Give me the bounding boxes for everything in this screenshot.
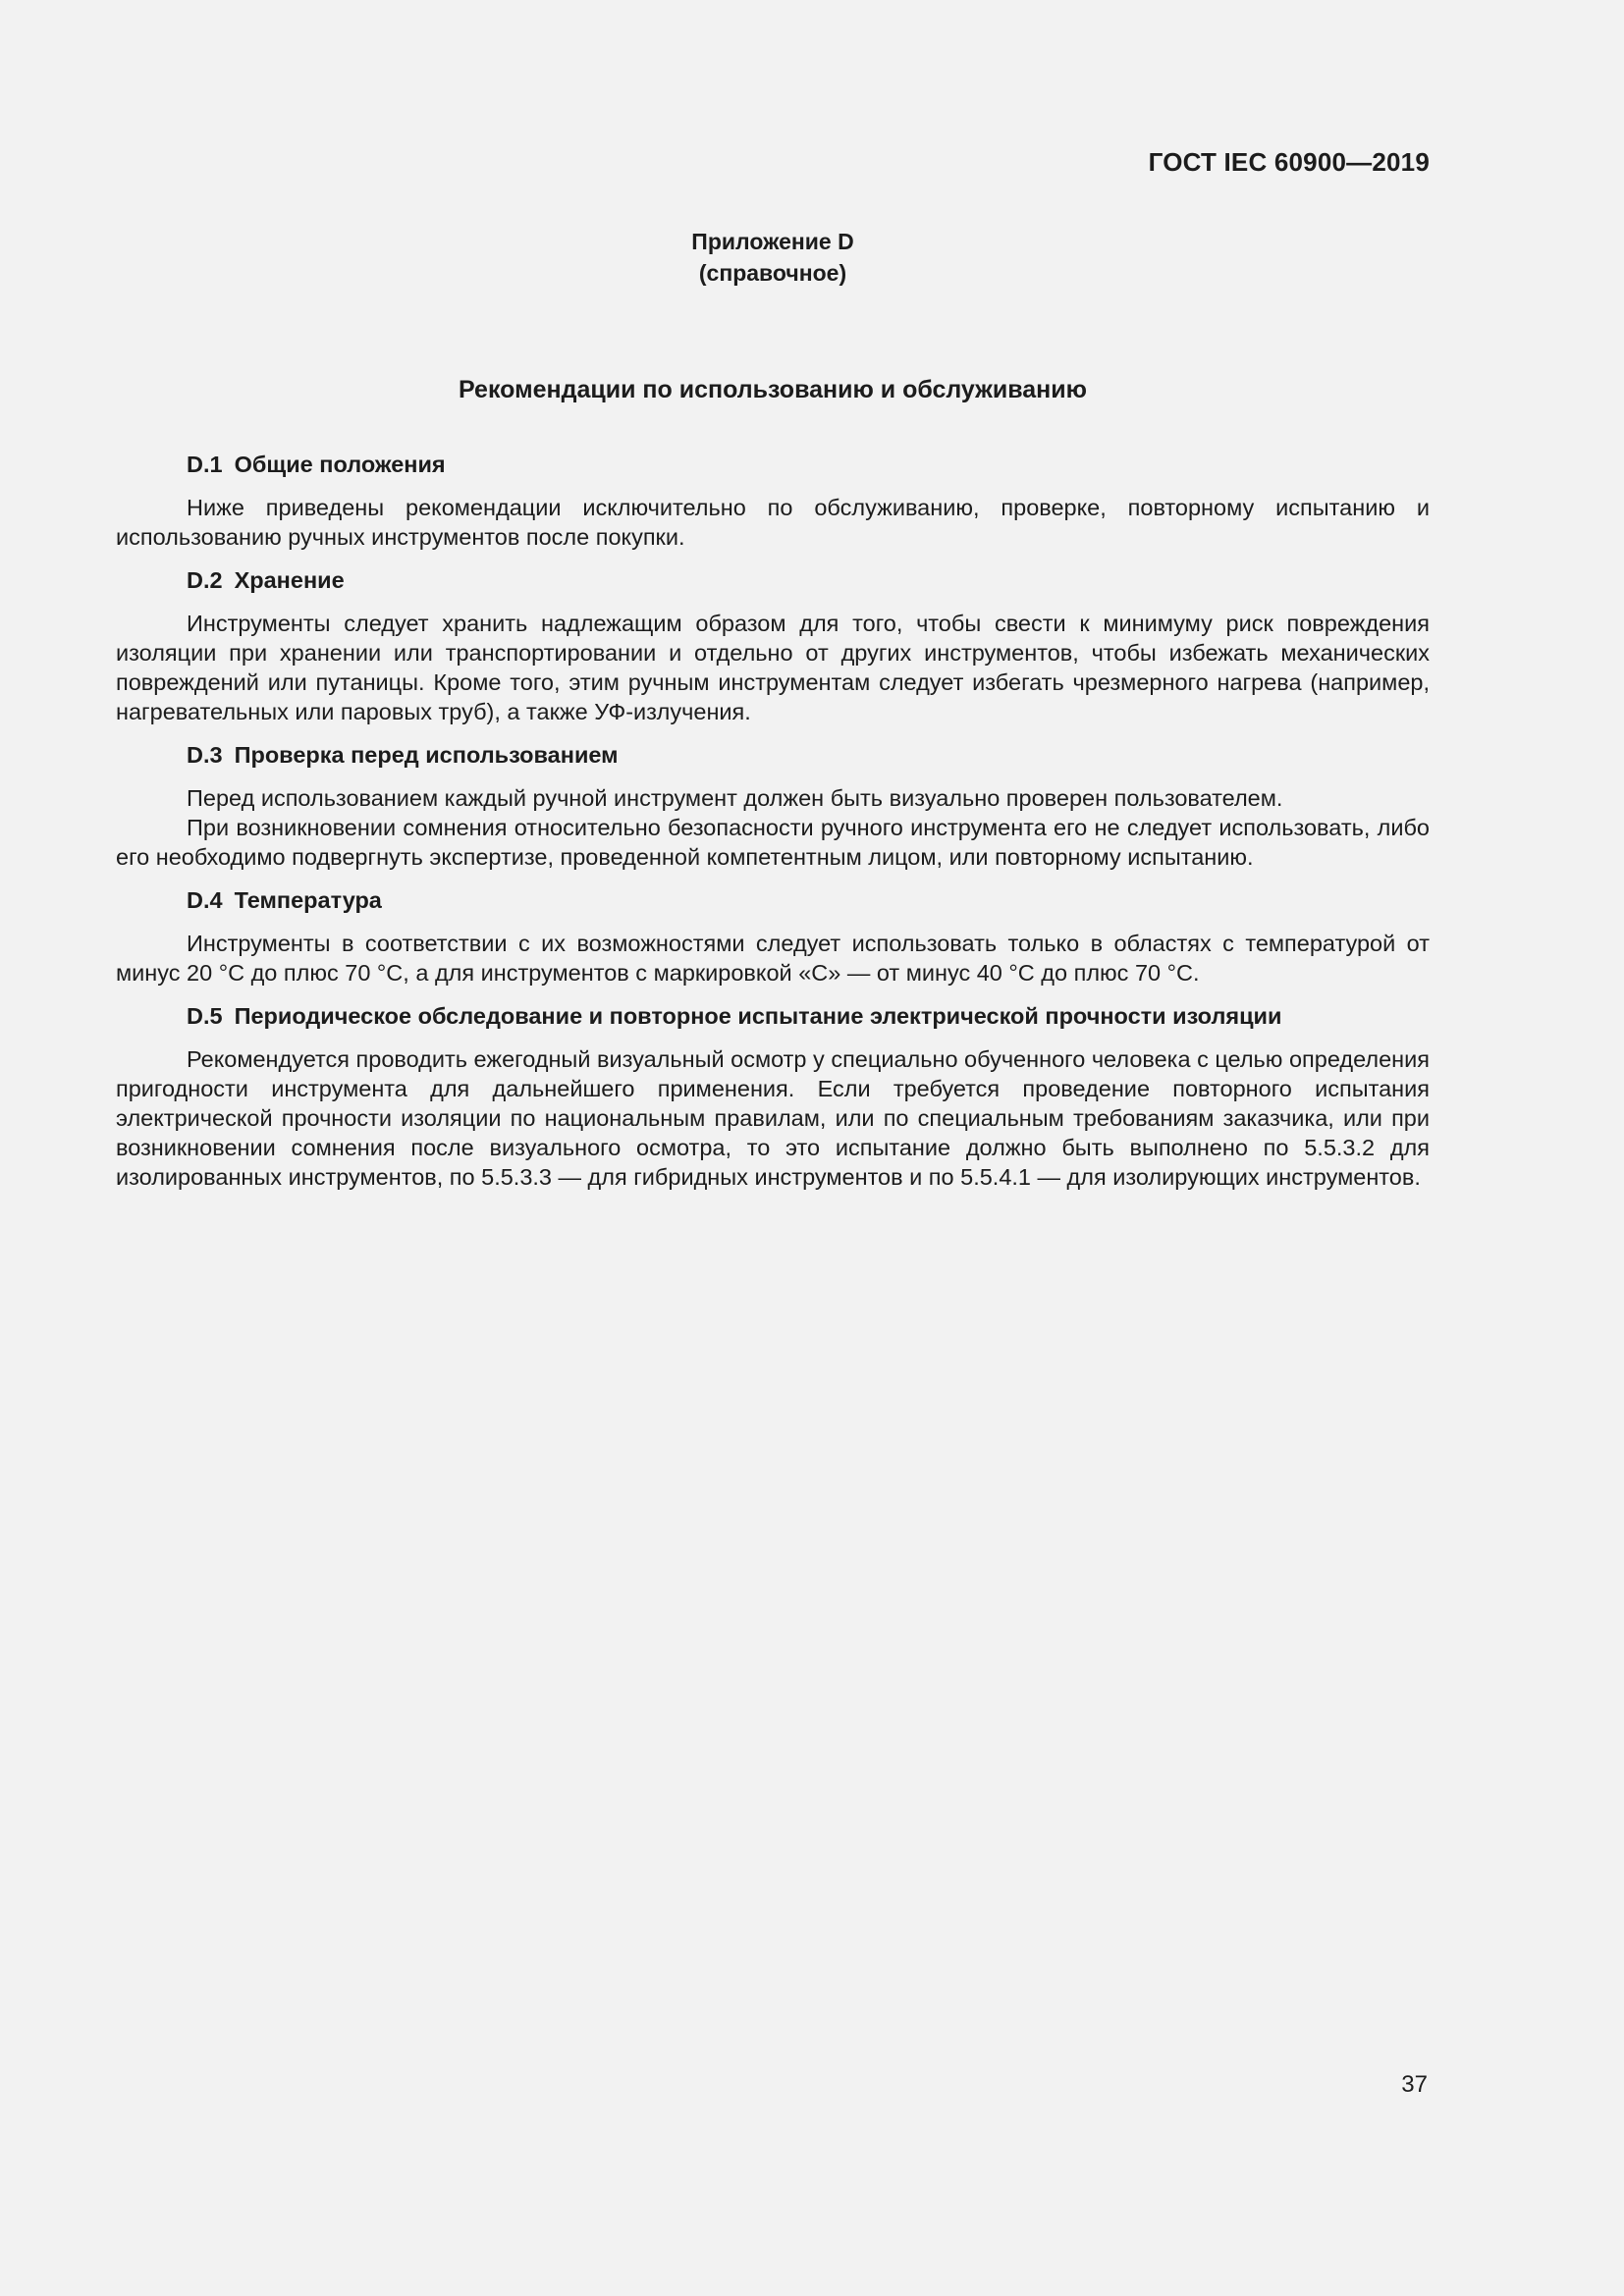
section-heading-text: Периодическое обследование и повторное испытание электрической прочности изоляции [234, 1003, 1282, 1029]
section-heading [116, 740, 1430, 770]
page-number: 37 [1401, 2071, 1428, 2098]
paragraph: Ниже приведены рекомендации исключительно по обслуживанию, проверке, повторному испытанию и использованию ручных инструментов после покупки. [116, 495, 1430, 550]
appendix-title: Приложение D [691, 229, 854, 254]
section-d5 [116, 1001, 1430, 1192]
section-number: D.5 [187, 1003, 223, 1029]
section-heading-text: Проверка перед использованием [234, 742, 619, 768]
section-heading [116, 1001, 1430, 1031]
section-heading [116, 450, 1430, 479]
section-heading-text: Температура [234, 887, 382, 913]
section-number: D.4 [187, 887, 223, 913]
paragraph: Рекомендуется проводить ежегодный визуальный осмотр у специально обученного человека с целью определения пригодности инструмента для дальнейшего применения. Если требуется проведение повторного испытания электрической прочности изоляции по национальным правилам, или по специальным требованиям заказчика, или при возникновении сомнения после визуального осмотра, то это испытание должно быть выполнено по 5.5.3.2 для изолированных инструментов, по 5.5.3.3 — для гибридных инструментов и по 5.5.4.1 — для изолирующих инструментов. [116, 1046, 1430, 1190]
section-d1 [116, 450, 1430, 552]
paragraph: При возникновении сомнения относительно безопасности ручного инструмента его не следует использовать, либо его необходимо подвергнуть экспертизе, проведенной компетентным лицом, или повторному испытанию. [116, 815, 1430, 870]
appendix-subtitle: (справочное) [698, 260, 847, 286]
section-heading-text: Хранение [234, 567, 345, 593]
section-d3 [116, 740, 1430, 872]
paragraph: Инструменты следует хранить надлежащим образом для того, чтобы свести к минимуму риск повреждения изоляции при хранении или транспортировании и отдельно от других инструментов, чтобы избежать механических повреждений или путаницы. Кроме того, этим ручным инструментам следует избегать чрезмерного нагрева (например, нагревательных или паровых труб), а также УФ-излучения. [116, 611, 1430, 724]
document-code: ГОСТ IEC 60900—2019 [1148, 147, 1430, 177]
paragraph: Перед использованием каждый ручной инструмент должен быть визуально проверен пользователем. [187, 785, 1283, 811]
section-number: D.1 [187, 452, 223, 477]
appendix-heading [0, 226, 1545, 289]
section-title: Рекомендации по использованию и обслуживанию [459, 376, 1087, 403]
section-heading [116, 885, 1430, 915]
section-d4 [116, 885, 1430, 988]
section-heading-text: Общие положения [234, 452, 446, 477]
section-number: D.2 [187, 567, 223, 593]
section-d2 [116, 565, 1430, 726]
document-body [116, 450, 1430, 1205]
section-number: D.3 [187, 742, 223, 768]
paragraph: Инструменты в соответствии с их возможностями следует использовать только в областях с температурой от минус 20 °С до плюс 70 °С, а для инструментов с маркировкой «С» — от минус 40 °С до плюс 70 °С. [116, 931, 1430, 986]
section-heading [116, 565, 1430, 595]
